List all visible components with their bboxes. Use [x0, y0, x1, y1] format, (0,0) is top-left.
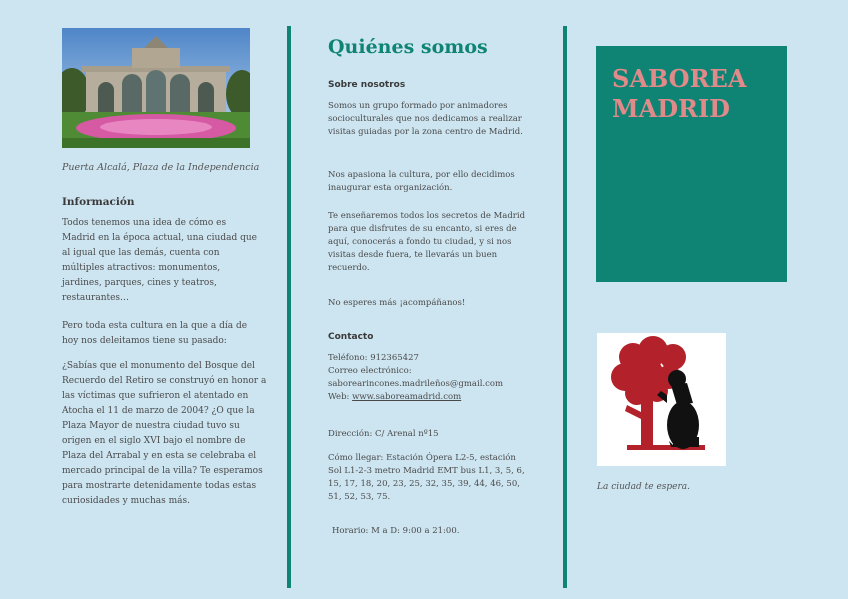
info-heading: Información: [62, 196, 135, 208]
contact-web-label: Web:: [328, 392, 350, 402]
about-paragraph-1: Somos un grupo formado por animadores socioculturales que nos dedicamos a realizar visitas guiadas por la zona centro de Madrid.: [328, 101, 523, 137]
contact-web-line: [328, 391, 538, 404]
contact-phone: Teléfono: 912365427: [328, 353, 419, 363]
contact-hours: Horario: M a D: 9:00 a 21:00.: [332, 526, 460, 536]
contact-address: Dirección: C/ Arenal nº15: [328, 429, 439, 439]
brand-title: SABOREA MADRID: [612, 64, 747, 123]
about-paragraph-4: No esperes más ¡acompáñanos!: [328, 298, 466, 308]
contact-how-to-get: Cómo llegar: Estación Ópera L2-5, estación Sol L1-2-3 metro Madrid EMT bus L1, 3, 5, 6, 15, 17, 18, 20, 23, 25, 32, 35, 39, 44, 46, 50, 51, 52, 53, 75.: [328, 453, 525, 502]
info-paragraph-1: Todos tenemos una idea de cómo es Madrid en la época actual, una ciudad que al igual que las demás, cuenta con múltiples atractivos: monumentos, jardines, parques, cines y teatros, restaurantes…: [62, 218, 257, 303]
logo-caption: La ciudad te espera.: [597, 482, 691, 492]
about-subheading: Sobre nosotros: [328, 80, 406, 90]
about-title: Quiénes somos: [328, 36, 488, 58]
contact-web-link[interactable]: www.saboreamadrid.com: [352, 392, 462, 402]
contact-email[interactable]: saborearincones.madrileños@gmail.com: [328, 379, 504, 389]
info-paragraph-3: ¿Sabías que el monumento del Bosque del Recuerdo del Retiro se construyó en honor a las víctimas que sufrieron el atentado en Atocha el 11 de marzo de 2004? ¿O que la Plaza Mayor de nuestra ciudad tuvo su origen en el siglo XVI bajo el nombre de Plaza del Arrabal y en esta se celebraba el mercado principal de la villa? Te esperamos para mostrarte detenidamente todas estas curiosidades y muchas más.: [62, 361, 267, 506]
column-divider-left: [287, 26, 291, 588]
about-paragraph-2: Nos apasiona la cultura, por ello decidimos inaugurar esta organización.: [328, 170, 515, 193]
contact-block: [328, 352, 538, 404]
photo-caption: Puerta Alcalá, Plaza de la Independencia: [62, 162, 260, 173]
contact-heading: Contacto: [328, 332, 374, 342]
brand-title-box: [596, 46, 787, 282]
column-divider-right: [563, 26, 567, 588]
info-paragraph-2: Pero toda esta cultura en la que a día de hoy nos deleitamos tiene su pasado:: [62, 321, 248, 346]
bear-and-strawberry-tree-icon: [597, 333, 726, 466]
about-paragraph-3: Te enseñaremos todos los secretos de Madrid para que disfrutes de su encanto, si eres de aquí, conocerás a fondo tu ciudad, y si nos visitas desde fuera, te llevarás un buen recuerdo.: [328, 211, 526, 273]
puerta-alcala-photo: [62, 28, 250, 148]
contact-email-label: Correo electrónico:: [328, 366, 412, 376]
